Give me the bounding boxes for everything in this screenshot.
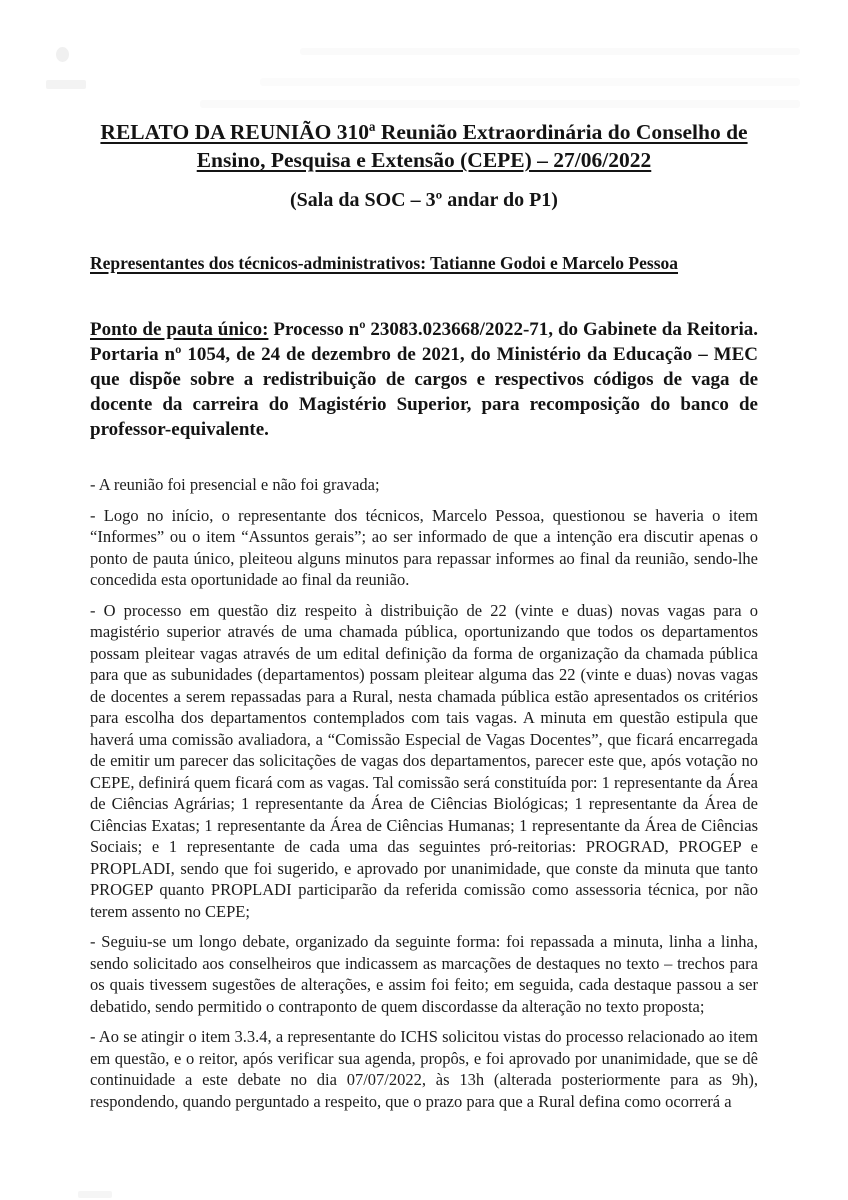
- page-title-line-2: Ensino, Pesquisa e Extensão (CEPE) – 27/06/2022: [196, 148, 652, 172]
- scan-artifact: [56, 47, 69, 62]
- report-body: [90, 474, 758, 1112]
- report-paragraph: - O processo em questão diz respeito à distribuição de 22 (vinte e duas) novas vagas para o magistério superior através de uma chamada pública, oportunizando que todos os departamentos possam pleitear vagas através de um edital definição da forma de organização da chamada pública para que as subunidades (departamentos) possam pleitear alguma das 22 (vinte e duas) novas vagas de docentes a serem repassadas para a Rural, nesta chamada pública estão apresentados os critérios para escolha dos departamentos contemplados com tais vagas. A minuta em questão estipula que haverá uma comissão avaliadora, a “Comissão Especial de Vagas Docentes”, que ficará encarregada de emitir um parecer das solicitações de vagas dos departamentos, parecer este que, após votação no CEPE, definirá quem ficará com as vagas. Tal comissão será constituída por: 1 representante da Área de Ciências Agrárias; 1 representante da Área de Ciências Biológicas; 1 representante da Área de Ciências Exatas; 1 representante da Área de Ciências Humanas; 1 representante da Área de Ciências Sociais; e 1 representante de cada uma das seguintes pró-reitorias: PROGRAD, PROGEP e PROPLADI, sendo que foi sugerido, e aprovado por unanimidade, que conste da minuta que tanto PROGEP quanto PROPLADI participarão da referida comissão como assessoria técnica, por não terem assento no CEPE;: [90, 600, 758, 921]
- agenda-text: Processo nº 23083.023668/2022-71, do Gabinete da Reitoria. Portaria nº 1054, de 24 de dezembro de 2021, do Ministério da Educação – MEC que dispõe sobre a redistribuição de cargos e respectivos códigos de vaga de docente da carreira do Magistério Superior, para recomposição do banco de professor-equivalente.: [90, 319, 758, 440]
- report-paragraph: - Seguiu-se um longo debate, organizado da seguinte forma: foi repassada a minuta, linha a linha, sendo solicitado aos conselheiros que indicassem as marcações de destaques no texto – trechos para os quais tivessem sugestões de alterações, e assim foi feito; em seguida, cada destaque passou a ser debatido, sendo permitido o contraponto de quem discordasse da alteração no texto proposta;: [90, 932, 758, 1016]
- report-paragraph: - Ao se atingir o item 3.3.4, a representante do ICHS solicitou vistas do processo relacionado ao item em questão, e o reitor, após verificar sua agenda, propôs, e foi aprovado por unanimidade, que se dê continuidade a este debate no dia 07/07/2022, às 13h (alterada posteriormente para as 9h), respondendo, quando perguntado a respeito, que o prazo para que a Rural defina como ocorrerá a: [90, 1027, 758, 1111]
- scan-artifact: [46, 80, 86, 89]
- agenda-item: [90, 317, 758, 442]
- document-content: [90, 0, 758, 1121]
- agenda-label: Ponto de pauta único:: [90, 319, 269, 340]
- report-paragraph: - Logo no início, o representante dos técnicos, Marcelo Pessoa, questionou se haveria o item “Informes” ou o item “Assuntos gerais”; ao ser informado de que a intenção era discutir apenas o ponto de pauta único, pleiteou alguns minutos para repassar informes ao final da reunião, sendo-lhe concedida esta oportunidade ao final da reunião.: [90, 505, 758, 589]
- meeting-location: (Sala da SOC – 3º andar do P1): [290, 189, 558, 211]
- page-title: [90, 118, 758, 174]
- report-paragraph: - A reunião foi presencial e não foi gravada;: [90, 475, 380, 494]
- scan-artifact: [78, 1191, 112, 1198]
- representatives-heading: Representantes dos técnicos-administrativos: Tatianne Godoi e Marcelo Pessoa: [90, 253, 679, 273]
- page-title-line-1: RELATO DA REUNIÃO 310ª Reunião Extraordinária do Conselho de: [100, 120, 748, 144]
